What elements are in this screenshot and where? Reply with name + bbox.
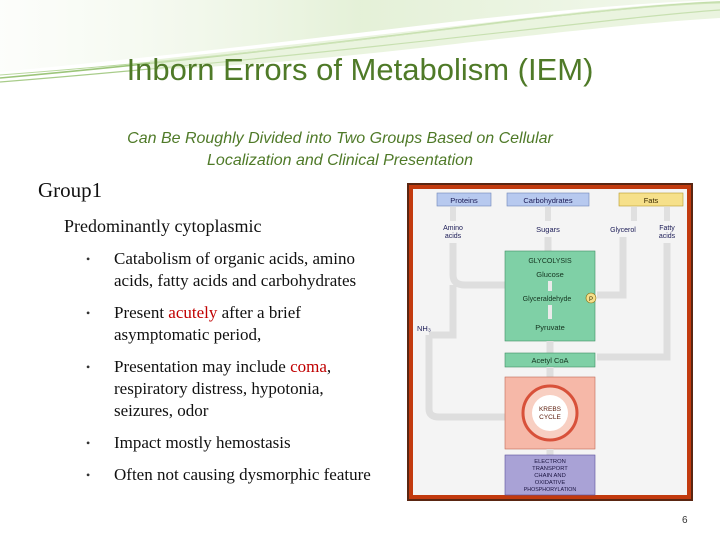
- glycolysis-label: GLYCOLYSIS: [528, 258, 572, 265]
- phosphate-badge-label: P: [588, 297, 594, 303]
- bullet-text: Impact mostly hemostasis: [114, 433, 291, 452]
- bullet-text: Catabolism of organic acids, amino acids, fatty acids and carbohydrates: [114, 249, 357, 290]
- fatty-acids-label-2: acids: [658, 233, 676, 240]
- group-heading: Group1: [38, 178, 103, 202]
- acetyl-coa-label: Acetyl CoA: [531, 356, 569, 365]
- bullet-text: , respiratory distress, hypotonia, seizures, odor: [114, 357, 332, 420]
- pathway-svg: [409, 185, 691, 499]
- bullet-dot-icon: •: [86, 468, 91, 482]
- etc-label-3: CHAIN AND: [534, 473, 566, 479]
- etc-label-4: OXIDATIVE: [534, 480, 566, 486]
- bullet-item: [86, 432, 386, 454]
- proteins-label: Proteins: [450, 196, 478, 205]
- subtitle-line-2: Localization and Clinical Presentation: [207, 152, 473, 169]
- amino-acids-label-2: acids: [444, 233, 462, 240]
- amino-acids-label-1: Amino: [443, 225, 463, 232]
- pyruvate-label: Pyruvate: [535, 323, 565, 332]
- group-subheading: Predominantly cytoplasmic: [64, 216, 262, 236]
- etc-label-5: PHOSPHORYLATION: [523, 487, 577, 493]
- sugars-label: Sugars: [536, 225, 560, 234]
- bullet-item: [86, 248, 386, 292]
- slide-title: Inborn Errors of Metabolism (IEM): [126, 52, 594, 87]
- bullet-text: after a brief asymptomatic period,: [114, 303, 301, 344]
- bullet-dot-icon: •: [86, 436, 91, 450]
- fats-label: Fats: [643, 196, 659, 205]
- bullet-list: [86, 248, 386, 486]
- etc-label-1: ELECTRON: [534, 459, 566, 465]
- metabolism-pathway-diagram: [407, 183, 693, 501]
- krebs-label-2: CYCLE: [539, 414, 561, 421]
- page-number: 6: [682, 515, 688, 526]
- nh3-label: NH₃: [417, 324, 431, 333]
- bullet-text: Presentation may include: [114, 357, 291, 376]
- bullet-item: [86, 464, 386, 486]
- highlight-acutely: acutely: [168, 303, 218, 322]
- krebs-label-1: KREBS: [538, 406, 562, 413]
- bullet-dot-icon: •: [86, 306, 91, 320]
- bullet-item: [86, 302, 386, 346]
- fatty-acids-label-1: Fatty: [659, 225, 675, 232]
- etc-label-2: TRANSPORT: [532, 466, 568, 472]
- subtitle-line-1: Can Be Roughly Divided into Two Groups Based on Cellular: [127, 130, 553, 147]
- glucose-label: Glucose: [536, 270, 564, 279]
- carbohydrates-label: Carbohydrates: [523, 196, 573, 205]
- krebs-cycle-center: [532, 395, 568, 431]
- glycerol-label: Glycerol: [610, 227, 636, 234]
- glyceraldehyde-label: Glyceraldehyde: [522, 296, 572, 303]
- bullet-text: Often not causing dysmorphic feature: [114, 465, 371, 484]
- highlight-coma: coma: [290, 357, 327, 376]
- bullet-dot-icon: •: [86, 252, 91, 266]
- bullet-item: [86, 356, 386, 422]
- bullet-text: Present: [114, 303, 169, 322]
- slide-subtitle: [60, 128, 620, 172]
- bullet-dot-icon: •: [86, 360, 91, 374]
